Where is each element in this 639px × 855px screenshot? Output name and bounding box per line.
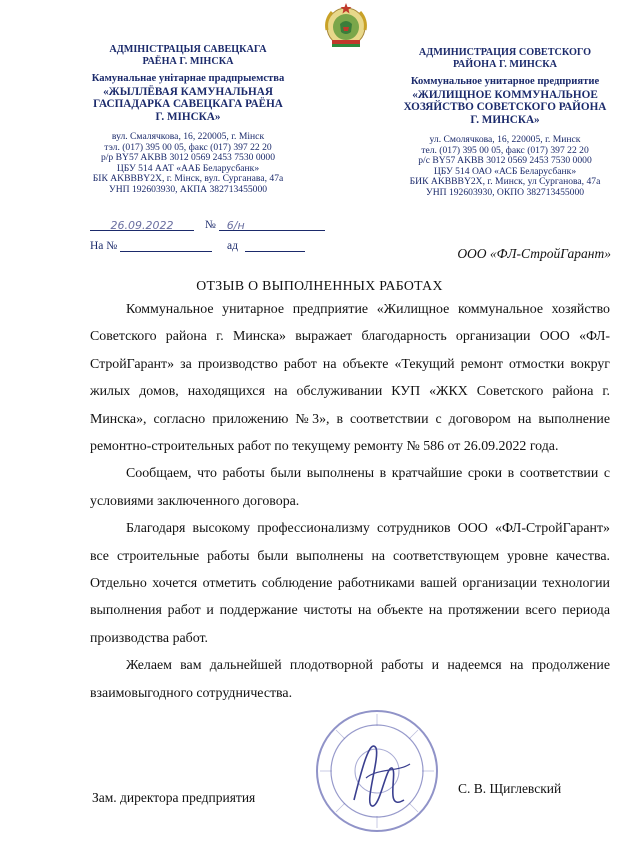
letter-body — [90, 296, 610, 707]
number-field: 6/н — [219, 219, 325, 231]
date-field: 26.09.2022 — [90, 219, 194, 231]
registration-date-line — [90, 219, 325, 231]
requisites-by: вул. Смалячкова, 16, 220005, г. Мінск тэл. (017) 395 00 05, факс (017) 397 22 20 р/р BY57 AKBB 3012 0569 2453 7530 0000 ЦБУ 514 ААТ «ААБ Беларусбанк» БІК AKBBBY2X, г. Мінск, вул. Сурганава, 47а УНП 192603930, АКПА 382713455000 — [92, 131, 284, 195]
paragraph: Желаем вам дальнейшей плодотворной работы и надеемся на продолжение взаимовыгодного сотрудничества. — [90, 658, 610, 701]
round-seal-stamp — [314, 708, 440, 834]
reference-date-field — [245, 240, 305, 252]
reference-date-label: ад — [227, 240, 238, 252]
number-label: № — [204, 219, 216, 231]
header-right-russian — [376, 47, 634, 199]
enterprise-name-by: Камунальнае унітарнае прадпрыемства «ЖЫЛЛЁВАЯ КАМУНАЛЬНАЯ ГАСПАДАРКА САВЕЦКАГА РАЁНА Г. МІНСКА» — [91, 73, 285, 123]
document-title: ОТЗЫВ О ВЫПОЛНЕННЫХ РАБОТАХ — [196, 278, 443, 293]
authority-name-ru: АДМИНИСТРАЦИЯ СОВЕТСКОГО РАЙОНА Г. МИНСКА — [418, 47, 592, 70]
coat-of-arms-emblem — [322, 2, 370, 50]
paragraph: Благодаря высокому профессионализму сотрудников ООО «ФЛ-СтройГарант» все строительные работы были выполнены на соответствующем уровне качества. Отдельно хочется отметить соблюдение работниками вашей организации технологии выполнения работ и поддержание чистоты на объекте на протяжении всего периода производства работ. — [90, 521, 610, 646]
paragraph: Сообщаем, что работы были выполнены в кратчайшие сроки в соответствии с условиями заключенного договора. — [90, 466, 610, 509]
header-left-belarusian — [62, 44, 314, 196]
requisites-ru: ул. Смолячкова, 16, 220005, г. Минск тел. (017) 395 00 05, факс (017) 397 22 20 р/с BY57 AKBB 3012 0569 2453 7530 0000 ЦБУ 514 ОАО «АСБ Беларусбанк» БИК AKBBBY2X, г. Минск, ул Сурганова, 47а УНП 192603930, ОКПО 382713455000 — [409, 134, 601, 198]
reference-line — [90, 240, 305, 252]
authority-name-by: АДМІНІСТРАЦЫЯ САВЕЦКАГА РАЁНА Г. МІНСКА — [109, 44, 267, 67]
reference-number-label: На № — [90, 240, 118, 252]
signatory-position: Зам. директора предприятия — [92, 790, 256, 805]
addressee: ООО «ФЛ-СтройГарант» — [457, 246, 611, 261]
enterprise-name-ru: Коммунальное унитарное предприятие «ЖИЛИЩНОЕ КОММУНАЛЬНОЕ ХОЗЯЙСТВО СОВЕТСКОГО РАЙОНА Г. МИНСКА» — [403, 76, 607, 126]
reference-number-field — [120, 240, 212, 252]
signatory-name: С. В. Щиглевский — [458, 781, 562, 796]
paragraph: Коммунальное унитарное предприятие «Жилищное коммунальное хозяйство Советского района г. Минска» выражает благодарность организации ООО «ФЛ-СтройГарант» за производство работ на объекте «Текущий ремонт отмостки вокруг жилых домов, находящихся на обслуживании КУП «ЖКХ Советского района г. Минска», согласно приложению №3», в соответствии с договором на выполнение ремонтно-строительных работ по текущему ремонту № 586 от 26.09.2022 года. — [90, 302, 610, 455]
